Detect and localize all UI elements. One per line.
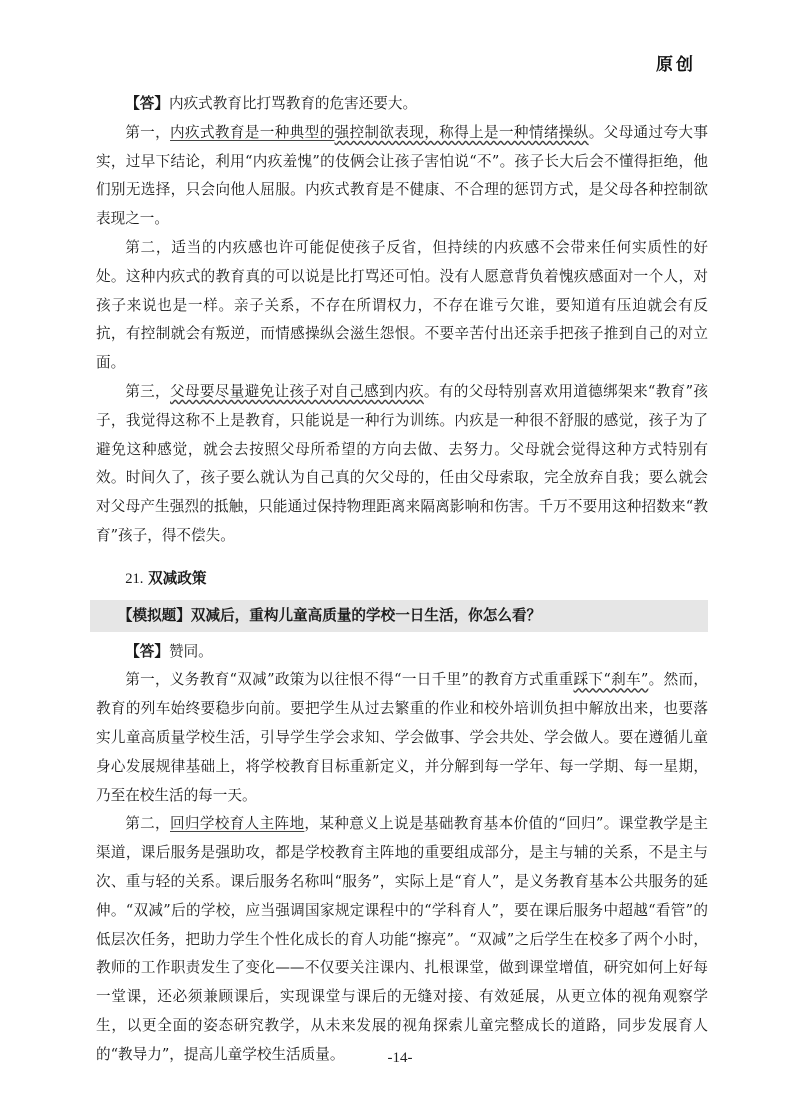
point-text: 。父母通过夸大事实，过早下结论，利用“内疚羞愧”的伎俩会让孩子害怕说“不”。孩子长大后会不懂得拒绝，他们别无选择，只会向他人屈服。内疚式教育是不健康、不合理的惩罚方式，是父母各种控制欲表现之一。 — [96, 123, 708, 228]
point-prefix: 第一， — [125, 123, 171, 141]
answer-text: 内疚式教育比打骂教育的危害还要大。 — [168, 95, 418, 112]
point-text: 。然而，教育的列车始终要稳步向前。要把学生从过去繁重的作业和校外培训负担中解放出来，也要落实儿童高质量学校生活，引导学生学会求知、学会做事、学会共处、学会做人。要在遵循儿童身心发展规律基础上，将学校教育目标重新定义，并分解到每一学年、每一学期、每一星期，乃至在校生活的每一天。 — [96, 671, 708, 804]
original-tag: 原创 — [656, 55, 696, 75]
point-three-paragraph — [96, 378, 708, 551]
question-text: 双减后，重构儿童高质量的学校一日生活，你怎么看？ — [190, 606, 542, 624]
document-body — [96, 90, 708, 1070]
answer-label: 【答】 — [125, 95, 169, 112]
answer-paragraph-21 — [96, 638, 708, 667]
policy-point-two — [96, 810, 708, 1069]
point-text: 第一，义务教育“双减”政策为以往恨不得“一日千里”的教育方式重重 — [125, 671, 574, 689]
answer-text: 赞同。 — [168, 642, 213, 660]
point-text: ，某种意义上说是基础教育基本价值的“回归”。课堂教学是主渠道，课后服务是强助攻，都是学校教育主阵地的重要组成部分，是主与辅的关系，不是主与次、重与轻的关系。课后服务名称叫“服务”，实际上是“育人”，是义务教育基本公共服务的延伸。“双减”后的学校，应当强调国家规定课程中的“学科育人”，要在课后服务中超越“看管”的低层次任务，把助力学生个性化成长的育人功能“擦亮”。“双减”之后学生在校多了两个小时，教师的工作职责发生了变化——不仅要关注课内、扎根课堂，做到课堂增值，研究如何上好每一堂课，还必须兼顾课后，实现课堂与课后的无缝对接、有效延展，从更立体的视角观察学生，以更全面的姿态研究教学，从未来发展的视角探索儿童完整成长的道路，同步发展育人的“教导力”，提高儿童学校生活质量。 — [96, 815, 708, 1063]
question-label: 【模拟题】 — [117, 606, 191, 624]
answer-label: 【答】 — [125, 642, 169, 660]
question-box — [90, 600, 708, 632]
wavy-underlined-phrase: 强控制欲表现，称得上是一种情绪操纵 — [334, 123, 589, 141]
section-title — [96, 565, 708, 594]
point-one-paragraph — [96, 119, 708, 234]
policy-point-one — [96, 666, 708, 810]
underlined-phrase: 内疚式教育是一种典型的 — [170, 123, 335, 141]
wavy-underlined-phrase: 踩下“刹车” — [573, 671, 649, 689]
point-two-paragraph: 第二，适当的内疚感也许可能促使孩子反省，但持续的内疚感不会带来任何实质性的好处。这种内疚式的教育真的可以说是比打骂还可怕。没有人愿意背负着愧疚感面对一个人，对孩子来说也是一样。亲子关系，不存在所谓权力，不存在谁亏欠谁，要知道有压迫就会有反抗，有控制就会有叛逆，而情感操纵会滋生怨恨。不要辛苦付出还亲手把孩子推到自己的对立面。 — [96, 238, 708, 372]
page-number: -14- — [387, 1050, 413, 1066]
underlined-phrase: 回归学校育人主阵地 — [170, 815, 305, 833]
section-title-text: 双减政策 — [148, 569, 207, 587]
wavy-underlined-phrase: 父母要尽量避免让孩子对自己感到内疚 — [170, 382, 424, 400]
point-prefix: 第二， — [125, 815, 170, 833]
point-text: 。有的父母特别喜欢用道德绑架来“教育”孩子，我觉得这称不上是教育，只能说是一种行为训练。内疚是一种很不舒服的感觉，孩子为了避免这种感觉，就会去按照父母所希望的方向去做、去努力。父母就会觉得这种方式特别有效。时间久了，孩子要么就认为自己真的欠父母的，任由父母索取，完全放弃自我；要么就会对父母产生强烈的抵触，只能通过保持物理距离来隔离影响和伤害。千万不要用这种招数来“教育”孩子，得不偿失。 — [96, 382, 708, 544]
point-prefix: 第三， — [125, 382, 170, 400]
section-number: 21. — [125, 570, 144, 587]
answer-paragraph-a — [96, 90, 708, 119]
